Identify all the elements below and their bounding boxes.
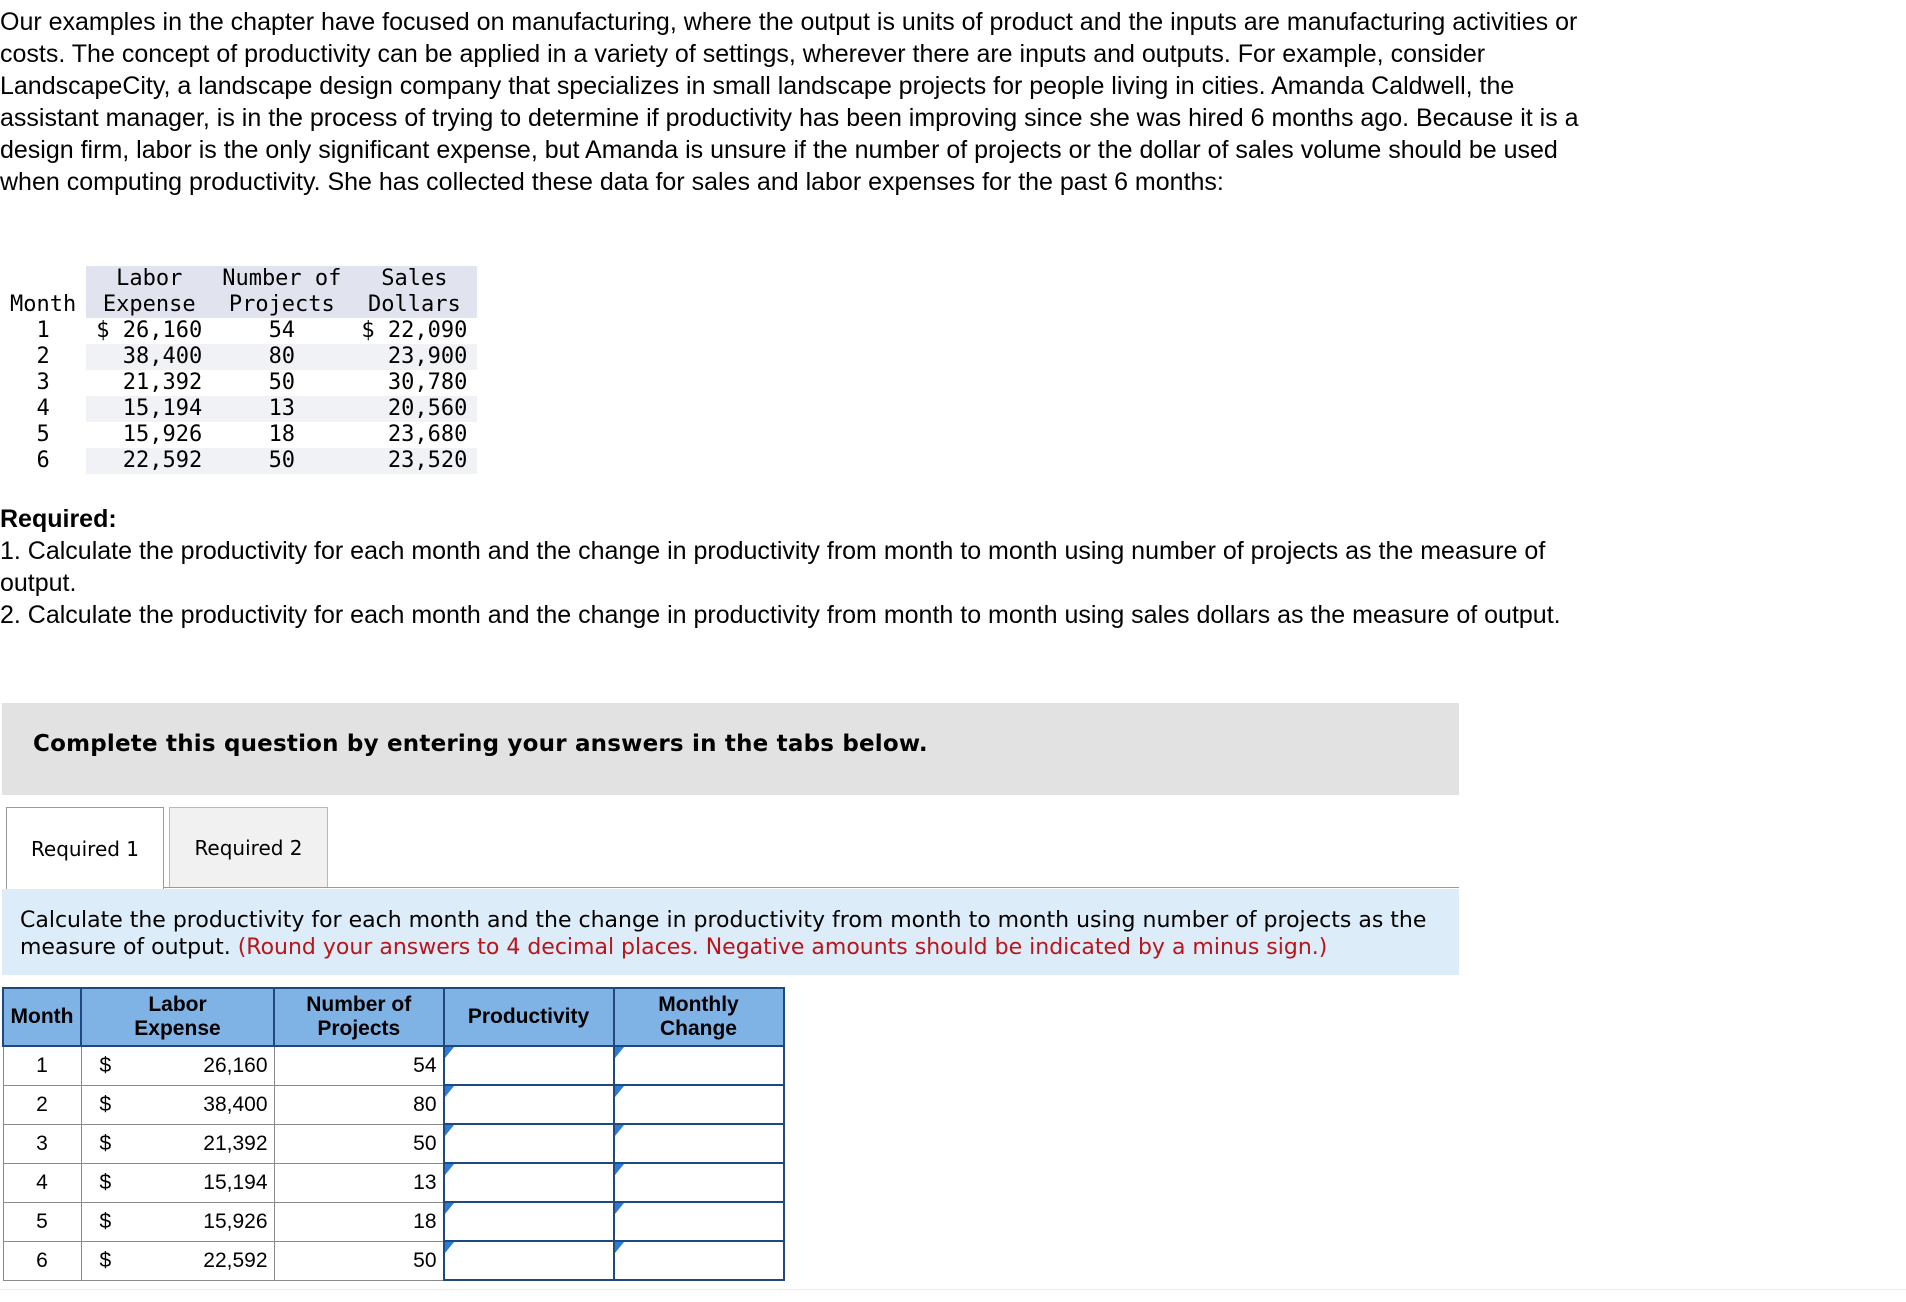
monthly-change-cell [614, 1241, 784, 1280]
grid-header-labor-line1: Labor [148, 993, 207, 1016]
grid-projects-cell: 50 [274, 1241, 444, 1280]
required-item-1: 1. Calculate the productivity for each month and the change in productivity from month to month using number of projects as the measure of output. [0, 537, 1546, 597]
grid-header-change-line2: Change [659, 1017, 737, 1040]
grid-month-cell: 2 [3, 1085, 81, 1124]
productivity-input[interactable] [445, 1203, 613, 1240]
data-sales-cell: 23,520 [351, 448, 477, 474]
grid-labor-cell: 15,926 [148, 1202, 275, 1241]
grid-month-cell: 3 [3, 1124, 81, 1163]
hint-main: Calculate the productivity for each month and the change in productivity from month to month using number of projects as the measure of output. [20, 908, 1427, 960]
monthly-change-cell [614, 1046, 784, 1085]
grid-labor-cell: 38,400 [148, 1085, 275, 1124]
monthly-change-cell [614, 1202, 784, 1241]
answer-row [3, 1046, 784, 1085]
data-table-row [0, 448, 477, 474]
tab-required-2[interactable]: Required 2 [169, 807, 328, 887]
grid-labor-cell: 22,592 [148, 1241, 275, 1280]
grid-header-projects-line1: Number of [306, 993, 412, 1016]
productivity-cell [444, 1241, 614, 1280]
productivity-cell [444, 1163, 614, 1202]
data-labor-cell: 15,926 [86, 422, 212, 448]
data-projects-cell: 50 [212, 448, 351, 474]
header-labor-line1: Labor [116, 266, 183, 291]
answer-row [3, 1124, 784, 1163]
productivity-input[interactable] [445, 1086, 613, 1123]
problem-intro: Our examples in the chapter have focused on manufacturing, where the output is units of product and the inputs are manufacturing activities or costs. The concept of productivity can be applied in a variety of settings, wherever there are inputs and outputs. For example, consider LandscapeCity, a landscape design company that specializes in small landscape projects for people living in cities. Amanda Caldwell, the assistant manager, is in the process of trying to determine if productivity has been improving since she was hired 6 months ago. Because it is a design firm, labor is the only significant expense, but Amanda is unsure if the number of projects or the dollar of sales volume should be used when computing productivity. She has collected these data for sales and labor expenses for the past 6 months: [0, 8, 1579, 196]
grid-header-month: Month [3, 988, 81, 1046]
header-sales-line1: Sales [381, 266, 448, 291]
grid-projects-cell: 80 [274, 1085, 444, 1124]
required-item-2: 2. Calculate the productivity for each month and the change in productivity from month to month using sales dollars as the measure of output. [0, 601, 1561, 629]
answer-grid [2, 987, 785, 1281]
data-table-row [0, 318, 477, 344]
tab-divider [164, 887, 1459, 888]
required-title: Required: [0, 505, 117, 533]
grid-currency-symbol: $ [81, 1124, 148, 1163]
tab-required-1[interactable]: Required 1 [6, 807, 164, 889]
bottom-divider [0, 1289, 1906, 1290]
grid-header-number-of-projects [274, 988, 444, 1046]
data-labor-cell: $ 26,160 [86, 318, 212, 344]
grid-currency-symbol: $ [81, 1202, 148, 1241]
question-hint [2, 889, 1459, 975]
grid-currency-symbol: $ [81, 1085, 148, 1124]
grid-projects-cell: 54 [274, 1046, 444, 1085]
data-projects-cell: 50 [212, 370, 351, 396]
productivity-input[interactable] [445, 1242, 613, 1279]
data-projects-cell: 54 [212, 318, 351, 344]
data-month-cell: 5 [36, 422, 50, 447]
required-section [0, 503, 1620, 631]
data-month-cell: 1 [36, 318, 50, 343]
header-sales-line2: Dollars [368, 292, 461, 317]
data-labor-cell: 22,592 [86, 448, 212, 474]
grid-month-cell: 4 [3, 1163, 81, 1202]
grid-month-cell: 5 [3, 1202, 81, 1241]
data-table-row [0, 370, 477, 396]
grid-month-cell: 6 [3, 1241, 81, 1280]
grid-projects-cell: 50 [274, 1124, 444, 1163]
instruction-banner [2, 703, 1459, 795]
header-month: Month [10, 292, 77, 317]
answer-row [3, 1163, 784, 1202]
grid-header-labor-expense [81, 988, 274, 1046]
data-month-cell: 2 [36, 344, 50, 369]
data-projects-cell: 13 [212, 396, 351, 422]
data-projects-cell: 18 [212, 422, 351, 448]
answer-row [3, 1241, 784, 1280]
data-sales-cell: $ 22,090 [351, 318, 477, 344]
grid-projects-cell: 13 [274, 1163, 444, 1202]
header-projects-line1: Number of [222, 266, 342, 291]
monthly-change-cell [614, 1085, 784, 1124]
grid-header-monthly-change [614, 988, 784, 1046]
productivity-cell [444, 1046, 614, 1085]
header-projects-line2: Projects [228, 292, 335, 317]
data-labor-cell: 38,400 [86, 344, 212, 370]
data-table-container [0, 266, 477, 474]
data-table-row [0, 422, 477, 448]
data-month-cell: 6 [36, 448, 50, 473]
grid-projects-cell: 18 [274, 1202, 444, 1241]
hint-rounding-note: (Round your answers to 4 decimal places. Negative amounts should be indicated by a minus sign.) [237, 935, 1328, 960]
data-table-row [0, 344, 477, 370]
grid-labor-cell: 21,392 [148, 1124, 275, 1163]
monthly-change-input[interactable] [615, 1086, 783, 1123]
data-sales-cell: 30,780 [351, 370, 477, 396]
grid-header-change-line1: Monthly [658, 993, 739, 1016]
grid-month-cell: 1 [3, 1046, 81, 1085]
productivity-input[interactable] [445, 1164, 613, 1201]
data-month-cell: 3 [36, 370, 50, 395]
grid-labor-cell: 15,194 [148, 1163, 275, 1202]
data-projects-cell: 80 [212, 344, 351, 370]
productivity-cell [444, 1202, 614, 1241]
data-labor-cell: 21,392 [86, 370, 212, 396]
data-table-row [0, 396, 477, 422]
data-table [0, 266, 477, 474]
header-labor-expense [86, 266, 212, 318]
monthly-change-cell [614, 1163, 784, 1202]
grid-header-productivity: Productivity [444, 988, 614, 1046]
monthly-change-input[interactable] [615, 1047, 783, 1084]
grid-labor-cell: 26,160 [148, 1046, 275, 1085]
data-month-cell: 4 [36, 396, 50, 421]
header-labor-line2: Expense [102, 292, 196, 317]
grid-currency-symbol: $ [81, 1163, 148, 1202]
productivity-input[interactable] [445, 1047, 613, 1084]
monthly-change-input[interactable] [615, 1164, 783, 1201]
monthly-change-cell [614, 1124, 784, 1163]
data-sales-cell: 20,560 [351, 396, 477, 422]
productivity-cell [444, 1085, 614, 1124]
instruction-text: Complete this question by entering your answers in the tabs below. [33, 731, 928, 757]
answer-row [3, 1202, 784, 1241]
header-sales-dollars [351, 266, 477, 318]
grid-currency-symbol: $ [81, 1046, 148, 1085]
grid-header-projects-line2: Projects [317, 1017, 401, 1040]
productivity-input[interactable] [445, 1125, 613, 1162]
grid-header-labor-line2: Expense [134, 1017, 221, 1040]
productivity-cell [444, 1124, 614, 1163]
header-number-of-projects [212, 266, 351, 318]
monthly-change-input[interactable] [615, 1242, 783, 1279]
monthly-change-input[interactable] [615, 1203, 783, 1240]
monthly-change-input[interactable] [615, 1125, 783, 1162]
grid-currency-symbol: $ [81, 1241, 148, 1280]
answer-row [3, 1085, 784, 1124]
data-sales-cell: 23,900 [351, 344, 477, 370]
data-sales-cell: 23,680 [351, 422, 477, 448]
data-labor-cell: 15,194 [86, 396, 212, 422]
